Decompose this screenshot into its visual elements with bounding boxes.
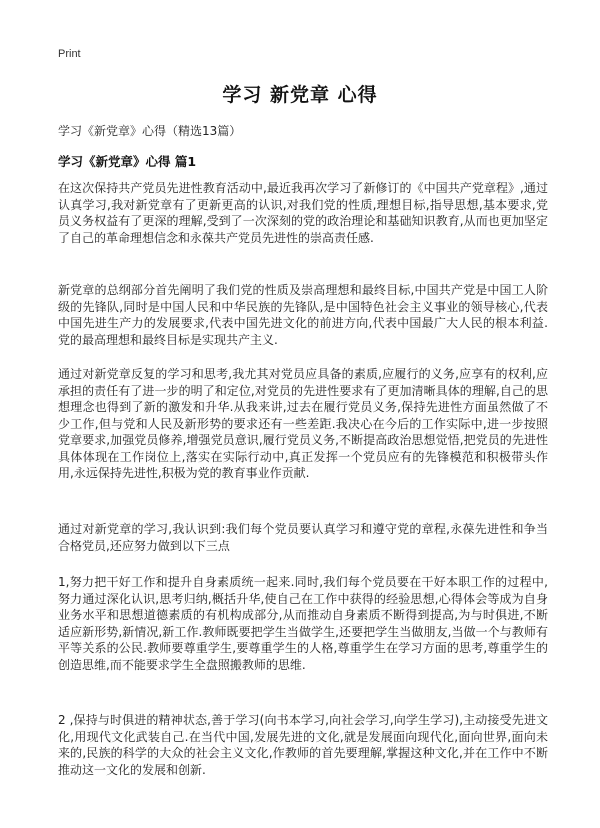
paragraph-2: 新党章的总纲部分首先阐明了我们党的性质及崇高理想和最终目标,中国共产党是中国工人阶级的先锋队,同时是中国人民和中华民族的先锋队,是中国特色社会主义事业的领导核心,代表中国先进生产力的发展要求,代表中国先进文化的前进方向,代表中国最广大人民的根本利益.党的最高理想和最终目标是实现共产主义.	[58, 283, 548, 347]
paragraph-4: 通过对新党章的学习,我认识到:我们每个党员要认真学习和遵守党的章程,永葆先进性和争当合格党员,还应努力做到以下三点	[58, 522, 548, 553]
paragraph-3: 通过对新党章反复的学习和思考,我尤其对党员应具备的素质,应履行的义务,应享有的权利,应承担的责任有了进一步的明了和定位,对党员的先进性要求有了更加清晰具体的理解,自己的思想理念也得到了新的激发和升华.从我来讲,过去在履行党员义务,保持先进性方面虽然做了不少工作,但与党和人民及新形势的要求还有一些差距.我决心在今后的工作实际中,进一步按照党章要求,加强党员修养,增强党员意识,履行党员义务,不断提高政治思想觉悟,把党员的先进性具体体现在工作岗位上,落实在实际行动中,真正发挥一个党员应有的先锋模范和积极带头作用,永远保持先进性,积极为党的教育事业作贡献.	[58, 367, 548, 480]
document-subtitle: 学习《新党章》心得（精选13篇）	[58, 124, 242, 138]
paragraph-5: 1,努力把干好工作和提升自身素质统一起来.同时,我们每个党员要在干好本职工作的过程中,努力通过深化认识,思考归纳,概括升华,使自己在工作中获得的经验思想,心得体会等成为自身业务水平和思想道德素质的有机构成部分,从而推动自身素质不断得到提高,为与时俱进,不断适应新形势,新情况,新工作.教师既要把学生当做学生,还要把学生当做朋友,当做一个与教师有平等关系的公民.教师要尊重学生,要尊重学生的人格,尊重学生在学习方面的思考,尊重学生的创造思维,而不能要求学生全盘照搬教师的思维.	[58, 575, 548, 672]
paragraph-1: 在这次保持共产党员先进性教育活动中,最近我再次学习了新修订的《中国共产党章程》,通过认真学习,我对新党章有了更新更高的认识,对我们党的性质,理想目标,指导思想,基本要求,党员义务权益有了更深的理解,受到了一次深刻的党的政治理论和基础知识教育,从而也更加坚定了自己的革命理想信念和永葆共产党员先进性的崇高责任感.	[58, 181, 548, 245]
page-title: 学习 新党章 心得	[222, 84, 378, 106]
section-heading: 学习《新党章》心得 篇1	[58, 154, 197, 169]
paragraph-6: 2 ,保持与时俱进的精神状态,善于学习(向书本学习,向社会学习,向学生学习),主动接受先进文化,用现代文化武装自己.在当代中国,发展先进的文化,就是发展面向现代化,面向世界,面向未来的,民族的科学的大众的社会主义文化,作教师的首先要理解,掌握这种文化,并在工作中不断推动这一文化的发展和创新.	[58, 713, 548, 777]
print-link[interactable]: Print	[58, 48, 81, 60]
